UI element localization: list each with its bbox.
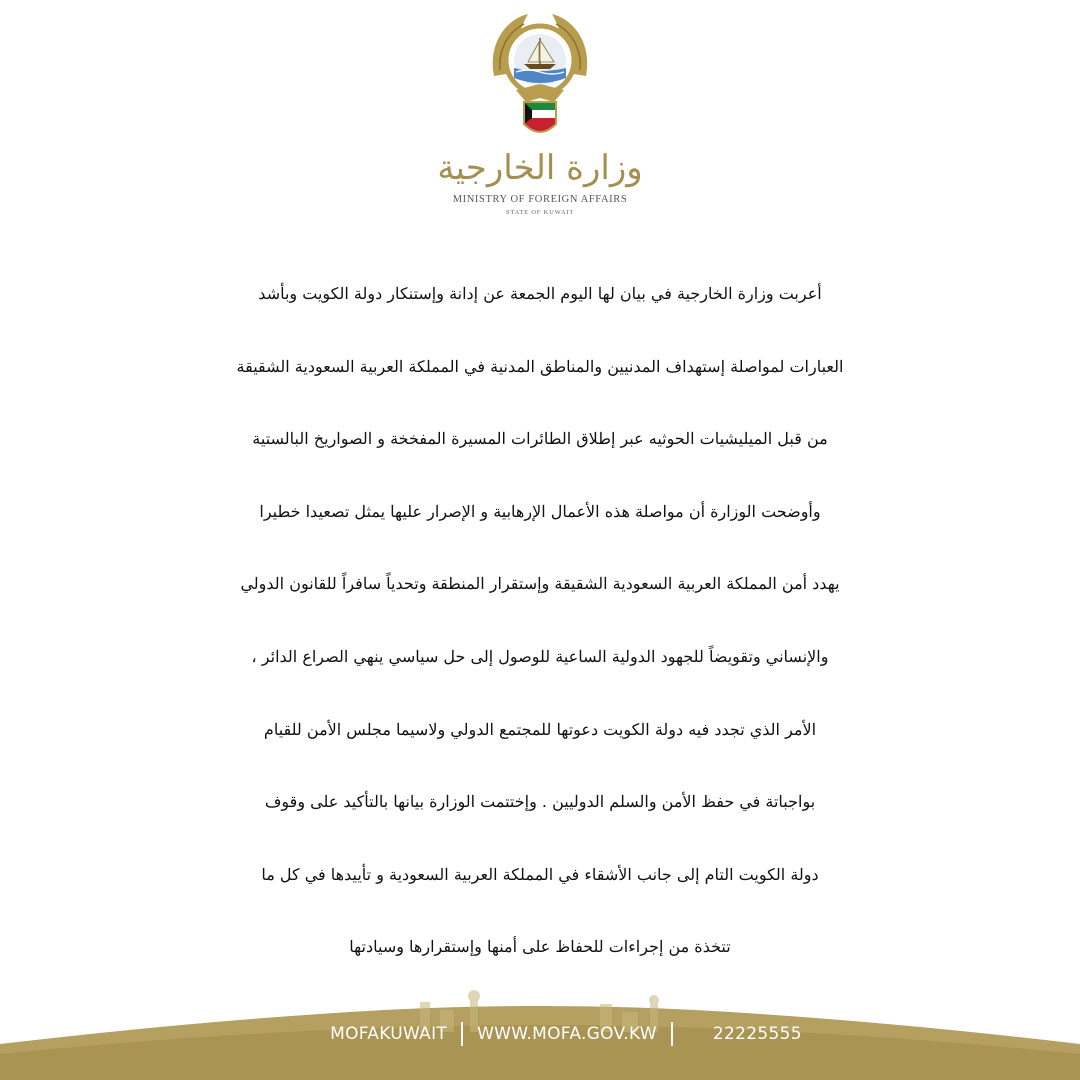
phone-group (687, 1024, 802, 1044)
statement-line: يهدد أمن المملكة العربية السعودية الشقيقة وإستقرار المنطقة وتحدياً سافراً للقانون الدولي (240, 574, 840, 594)
divider (671, 1022, 673, 1046)
statement-line: وأوضحت الوزارة أن مواصلة هذه الأعمال الإرهابية و الإصرار عليها يمثل تصعيدا خطيرا (259, 501, 821, 521)
statement-line: بواجباتة في حفظ الأمن والسلم الدوليين . وإختتمت الوزارة بيانها بالتأكيد على وقوف (264, 792, 816, 812)
statement-line: والإنساني وتقويضاً للجهود الدولية الساعية للوصول إلى حل سياسي ينهي الصراع الدائر ، (251, 646, 829, 666)
footer-contact-bar (0, 1014, 1080, 1054)
phone-number[interactable]: 22225555 (712, 1024, 802, 1044)
ministry-name-arabic: وزارة الخارجية (437, 148, 643, 188)
social-handle[interactable]: MOFAKUWAIT (330, 1024, 448, 1044)
social-group (278, 1024, 447, 1044)
statement-line: أعربت وزارة الخارجية في بيان لها اليوم الجمعة عن إدانة وإستنكار دولة الكويت وبأشد (258, 284, 822, 303)
statement-line: من قبل الميليشيات الحوثيه عبر إطلاق الطائرات المسيرة المفخخة و الصواريخ البالستية (252, 429, 828, 449)
statement-line: دولة الكويت التام إلى جانب الأشقاء في المملكة العربية السعودية و تأييدها في كل ما (261, 864, 819, 884)
statement-text (0, 258, 1080, 984)
footer (0, 990, 1080, 1080)
phone-icon (687, 1025, 705, 1043)
statement-line: الأمر الذي تجدد فيه دولة الكويت دعوتها للمجتمع الدولي ولاسيما مجلس الأمن للقيام (263, 719, 817, 739)
statement-line: تتخذة من إجراءات للحفاظ على أمنها وإستقرارها وسيادتها (349, 937, 731, 957)
statement-line: العبارات لمواصلة إستهداف المدنيين والمناطق المدنية في المملكة العربية السعودية الشقيقة (236, 356, 844, 376)
twitter-icon[interactable] (304, 1025, 322, 1043)
website-link[interactable]: WWW.MOFA.GOV.KW (477, 1024, 657, 1044)
instagram-icon[interactable] (278, 1025, 296, 1043)
state-name: STATE OF KUWAIT (505, 209, 575, 216)
ministry-name-english: MINISTRY OF FOREIGN AFFAIRS (452, 194, 628, 205)
divider (461, 1022, 463, 1046)
kuwait-emblem (484, 6, 596, 146)
